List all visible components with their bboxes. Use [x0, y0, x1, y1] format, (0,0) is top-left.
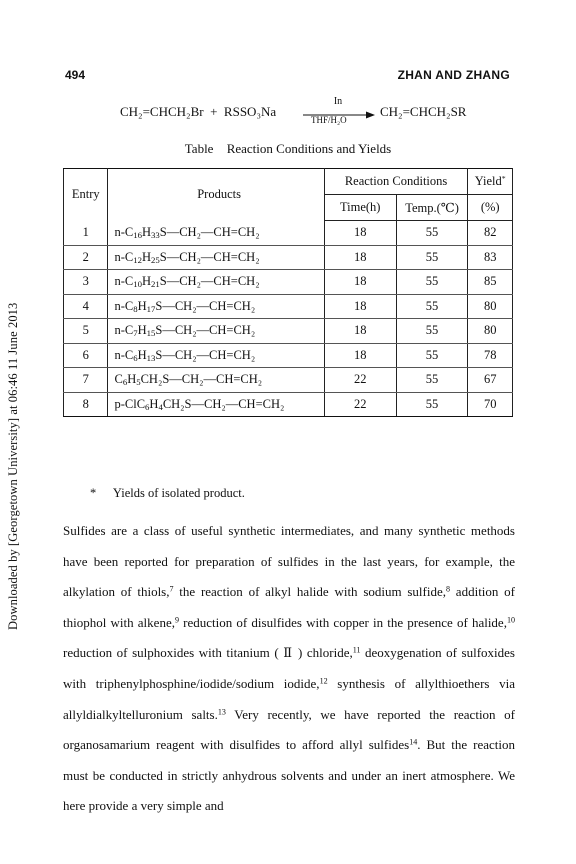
cell-product	[108, 368, 324, 393]
product-sub-b: 21	[151, 279, 160, 290]
reaction-table	[63, 168, 513, 417]
product-sub-a: 8	[133, 303, 138, 314]
text-segment: the reaction of alkyl halide with sodium sulfide,	[173, 584, 447, 600]
ref-12: 12	[319, 676, 328, 686]
product-sub-a: 7	[133, 328, 138, 339]
plus-sign: +	[210, 104, 218, 119]
text-segment: Very recently, we have reported the reaction of organosamarium reagent with disulfides to afford allyl sulfides	[63, 706, 515, 753]
running-head: ZHAN AND ZHANG	[397, 68, 510, 82]
cell-time: 22	[324, 392, 396, 417]
product-prefix: n-C	[114, 298, 134, 313]
table-title: Reaction Conditions and Yields	[226, 141, 392, 156]
product-tail: S—CH₂—CH=CH₂	[159, 274, 260, 289]
product-tail: CH₂S—CH₂—CH=CH₂	[140, 372, 263, 387]
cell-product	[108, 319, 324, 344]
cell-yield: 78	[468, 343, 513, 368]
product-prefix: n-C	[114, 225, 134, 239]
product-tail: S—CH₂—CH=CH₂	[159, 225, 260, 239]
equation-product: CH₂=CHCH₂SR	[380, 104, 467, 119]
text-segment: addition of thiophol with alkene,	[63, 584, 516, 630]
cell-temp: 55	[396, 343, 468, 368]
table-row	[64, 245, 513, 270]
product-tail: S—CH₂—CH=CH₂	[159, 249, 260, 264]
product-sub-a: 6	[145, 401, 150, 412]
table-caption	[0, 141, 576, 157]
cell-entry: 6	[64, 343, 108, 368]
product-tail: S—CH₂—CH=CH₂	[155, 323, 256, 338]
product-h: H	[137, 347, 147, 362]
product-prefix: n-C	[114, 274, 134, 289]
product-sub-b: 33	[151, 230, 160, 241]
product-tail: CH₂S—CH₂—CH=CH₂	[162, 396, 285, 411]
product-prefix: n-C	[114, 249, 134, 264]
header-conditions: Reaction Conditions	[324, 169, 468, 195]
text-segment: deoxygenation of sulfoxides with triphenylphosphine/iodide/sodium iodide,	[63, 645, 515, 691]
product-sub-b: 15	[146, 328, 156, 339]
cell-product	[108, 294, 324, 319]
table-row	[64, 343, 513, 368]
footnote-text: Yields of isolated product.	[112, 486, 245, 500]
cell-time: 18	[324, 319, 396, 344]
equation-reactants	[120, 104, 276, 120]
ref-8: 8	[446, 584, 451, 594]
product-sub-b: 5	[136, 377, 141, 388]
cell-yield: 83	[468, 245, 513, 270]
cell-product	[108, 245, 324, 270]
table-row	[64, 368, 513, 393]
cell-yield: 80	[468, 319, 513, 344]
reaction-equation	[120, 96, 467, 136]
ref-14: 14	[409, 737, 418, 747]
cell-yield: 80	[468, 294, 513, 319]
cell-temp: 55	[396, 319, 468, 344]
cell-product	[108, 270, 324, 295]
product-prefix: n-C	[114, 323, 134, 338]
header-time: Time(h)	[324, 195, 396, 221]
text-segment: reduction of disulfides with copper in the presence of halide,	[179, 614, 507, 630]
cell-yield: 67	[468, 368, 513, 393]
product-tail: S—CH₂—CH=CH₂	[155, 347, 256, 362]
cell-temp: 55	[396, 368, 468, 393]
header-yield	[468, 169, 513, 195]
product-h: H	[137, 298, 147, 313]
product-h: H	[141, 225, 151, 239]
product-h: H	[137, 323, 147, 338]
cell-temp: 55	[396, 270, 468, 295]
product-h: H	[149, 396, 159, 411]
product-prefix: p-ClC	[114, 396, 146, 411]
cell-time: 18	[324, 245, 396, 270]
product-prefix: C	[114, 372, 123, 387]
header-yield-mark: *	[501, 173, 506, 183]
cell-entry: 3	[64, 270, 108, 295]
table-row	[64, 221, 513, 246]
cell-time: 18	[324, 294, 396, 319]
footnote-mark: *	[90, 486, 97, 500]
header-entry: Entry	[64, 169, 108, 221]
ref-7: 7	[169, 584, 174, 594]
cell-entry: 8	[64, 392, 108, 417]
header-yield-text: Yield	[474, 174, 502, 188]
cell-temp: 55	[396, 245, 468, 270]
table-footnote	[90, 486, 245, 501]
product-sub-a: 10	[133, 279, 142, 290]
cell-entry: 4	[64, 294, 108, 319]
cell-time: 18	[324, 343, 396, 368]
text-segment: reduction of sulphoxides with titanium ( Ⅱ ) chloride,	[63, 645, 353, 661]
product-prefix: n-C	[114, 347, 134, 362]
product-sub-b: 25	[151, 254, 160, 265]
cell-yield: 85	[468, 270, 513, 295]
paragraph-text	[63, 516, 515, 822]
header-products: Products	[108, 169, 324, 221]
product-sub-b: 4	[158, 401, 163, 412]
cell-time: 22	[324, 368, 396, 393]
cell-product	[108, 221, 324, 246]
ref-10: 10	[506, 615, 515, 625]
product-sub-a: 16	[133, 230, 142, 241]
cell-yield: 82	[468, 221, 513, 246]
product-sub-a: 6	[133, 352, 138, 363]
cell-time: 18	[324, 221, 396, 246]
body-paragraph	[63, 516, 515, 822]
text-segment: synthesis of allylthioethers via allyldialkyltelluronium salts.	[63, 675, 515, 722]
product-sub-b: 17	[146, 303, 156, 314]
text-segment: Sulfides are a class of useful synthetic intermediates, and many synthetic methods have been reported for preparation of sulfides in the last years, for example, the alkylation of thiols,	[63, 523, 515, 600]
ref-11: 11	[352, 645, 361, 655]
product-sub-a: 12	[133, 254, 142, 265]
table-row	[64, 392, 513, 417]
cell-entry: 5	[64, 319, 108, 344]
table-row	[64, 319, 513, 344]
reactant-bunte-salt: RSSO₃Na	[223, 104, 277, 119]
cell-temp: 55	[396, 392, 468, 417]
cell-product	[108, 343, 324, 368]
table-row	[64, 270, 513, 295]
solvent-label: THF/H₂O	[311, 115, 347, 125]
product-h: H	[141, 249, 151, 264]
product-h: H	[127, 372, 137, 387]
download-notice-text: Downloaded by [Georgetown University] at 06:46 11 June 2013	[6, 302, 20, 630]
header-temp: Temp.(℃)	[396, 195, 468, 221]
cell-temp: 55	[396, 294, 468, 319]
product-h: H	[141, 274, 151, 289]
cell-time: 18	[324, 270, 396, 295]
table-row	[64, 294, 513, 319]
header-yield-unit: (%)	[468, 195, 513, 221]
ref-13: 13	[217, 707, 226, 717]
cell-entry: 7	[64, 368, 108, 393]
product-tail: S—CH₂—CH=CH₂	[155, 298, 256, 313]
reagent-label: In	[333, 96, 343, 107]
cell-yield: 70	[468, 392, 513, 417]
table-label: Table	[184, 141, 214, 156]
download-notice	[6, 210, 22, 630]
page-number: 494	[65, 68, 86, 82]
cell-product	[108, 392, 324, 417]
ref-9: 9	[174, 615, 179, 625]
cell-temp: 55	[396, 221, 468, 246]
product-sub-a: 6	[122, 377, 128, 388]
cell-entry: 2	[64, 245, 108, 270]
reactant-allyl-bromide: CH₂=CHCH₂Br	[120, 104, 204, 119]
cell-entry: 1	[64, 221, 108, 246]
text-segment: . But the reaction must be conducted in strictly anhydrous solvents and under an inert atmosphere. We here provide a very simple and	[63, 737, 515, 814]
product-sub-b: 13	[146, 352, 156, 363]
